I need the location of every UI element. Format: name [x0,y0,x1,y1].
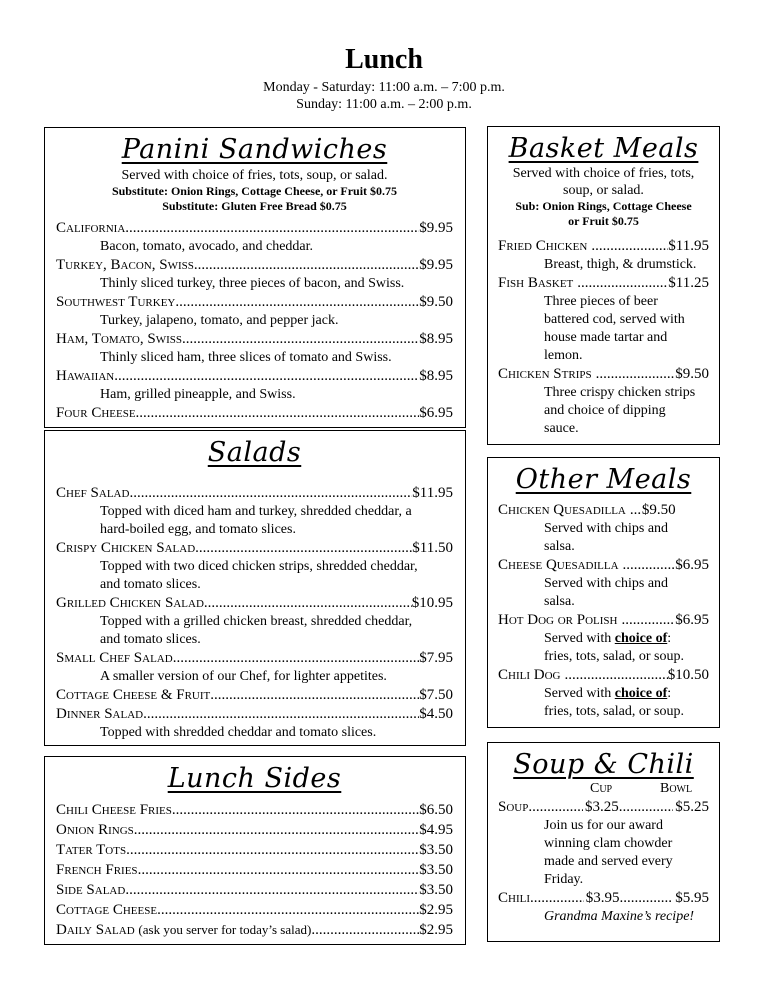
item-name: Side Salad [56,882,126,898]
hours-sunday: Sunday: 11:00 a.m. – 2:00 p.m. [296,97,472,112]
item-name: Fried Chicken [498,238,588,254]
item-price: $8.95 [419,368,453,384]
item-name: Cottage Cheese [56,902,158,918]
item-desc: Thinly sliced turkey, three pieces of bacon, and Swiss. [100,276,405,291]
item-price: $9.95 [419,220,453,236]
item-name: Tater Tots [56,842,127,858]
item-name: Small Chef Salad [56,650,173,666]
item-price: $3.50 [419,882,453,898]
cup-header: Cup [590,781,613,796]
item-name: Chef Salad [56,485,130,501]
item-price: $9.95 [419,257,453,273]
item-price: $7.50 [419,687,453,703]
item-name: French Fries [56,862,138,878]
item-name: Chicken Quesadilla [498,502,626,518]
sides-section [44,756,466,945]
choice-of-text: choice of [614,631,668,646]
soup-section [487,742,720,942]
menu-item [56,840,453,860]
item-price: $3.50 [419,862,453,878]
menu-item [56,800,453,820]
item-desc: hard-boiled egg, and tomato slices. [100,522,296,537]
menu-item [56,539,453,558]
item-price: $2.95 [419,922,453,938]
basket-note: Served with choice of fries, tots, [512,166,695,181]
item-price: $4.95 [419,822,453,838]
item-price: $10.50 [667,667,709,683]
item-price: $11.95 [668,238,709,254]
item-desc: Join us for our award [544,818,663,833]
menu-item [498,501,709,520]
item-price: $11.25 [668,275,709,291]
menu-item [56,820,453,840]
basket-title: Basket Meals [508,133,699,164]
basket-sub: or Fruit $0.75 [568,214,639,228]
item-price: $2.95 [419,902,453,918]
item-price: $10.95 [411,595,453,611]
item-desc: Topped with a grilled chicken breast, shredded cheddar, [100,614,413,629]
item-name: Crispy Chicken Salad [56,540,196,556]
panini-section [44,127,466,428]
item-name: Hawaiian [56,368,115,384]
basket-note: soup, or salad. [563,183,644,198]
item-desc: Turkey, jalapeno, tomato, and pepper jack. [100,313,339,328]
item-desc: made and served every [544,854,673,869]
item-name: Hot Dog or Polish [498,612,618,628]
basket-section [487,126,720,445]
menu-item [498,798,709,817]
hours-weekday: Monday - Saturday: 11:00 a.m. – 7:00 p.m. [263,80,505,95]
panini-sub1: Substitute: Onion Rings, Cottage Cheese, or Fruit $0.75 [111,184,398,198]
item-desc: and choice of dipping [544,403,666,418]
menu-item [498,237,709,256]
item-name: Cheese Quesadilla [498,557,619,573]
item-desc: Served with chips and [544,521,669,536]
item-price: $11.50 [412,540,453,556]
item-desc: Breast, thigh, & drumstick. [544,257,697,272]
other-section [487,457,720,728]
item-price: $6.95 [675,557,709,573]
soup-columns [498,780,709,798]
item-desc: fries, tots, salad, or soup. [544,649,684,664]
item-name: Onion Rings [56,822,134,838]
item-price: $11.95 [412,485,453,501]
bowl-price: $5.25 [675,799,710,815]
item-price: $6.95 [419,405,453,421]
item-name: Ham, Tomato, Swiss [56,331,182,347]
basket-sub: Sub: Onion Rings, Cottage Cheese [515,199,692,213]
item-desc: Served with choice of: [544,631,672,646]
item-name: Cottage Cheese & Fruit [56,687,211,703]
item-desc: and tomato slices. [100,577,201,592]
item-desc: A smaller version of our Chef, for lighter appetites. [100,669,387,684]
item-desc: Friday. [544,872,584,887]
item-desc: winning clam chowder [544,836,673,851]
item-price: $6.95 [675,612,709,628]
menu-item [56,256,453,275]
item-desc: salsa. [544,594,575,609]
item-name: Southwest Turkey [56,294,176,310]
page-title: Lunch [345,44,423,75]
item-name: Soup [498,799,529,815]
menu-item [56,649,453,668]
item-name: Chicken Strips [498,366,592,382]
item-desc: Topped with two diced chicken strips, shredded cheddar, [100,559,418,574]
menu-item [56,404,453,423]
cup-price: $3.95 [585,890,620,906]
item-name: Chili Cheese Fries [56,802,172,818]
item-note: (ask you server for today’s salad) [138,922,312,937]
item-price: $9.50 [419,294,453,310]
item-desc: and tomato slices. [100,632,201,647]
menu-item [56,293,453,312]
panini-sub2: Substitute: Gluten Free Bread $0.75 [162,199,347,213]
item-desc: salsa. [544,539,575,554]
other-title: Other Meals [515,464,692,495]
menu-item [56,705,453,724]
menu-item [56,860,453,880]
item-desc: fries, tots, salad, or soup. [544,704,684,719]
item-name: Four Cheese [56,405,136,421]
soup-title: Soup & Chili [513,749,694,780]
bowl-price: $5.95 [675,890,709,906]
item-price: $8.95 [419,331,453,347]
panini-title: Panini Sandwiches [121,134,388,165]
item-desc: Three pieces of beer [544,294,658,309]
item-desc: house made tartar and [544,330,668,345]
item-name: Chili Dog [498,667,561,683]
menu-item [56,880,453,900]
item-desc: Topped with shredded cheddar and tomato slices. [100,725,377,740]
salads-title: Salads [207,437,302,468]
item-name: Fish Basket [498,275,574,291]
item-price: $3.50 [419,842,453,858]
menu-item [56,484,453,503]
item-price: $9.50 [675,366,709,382]
item-price: $6.50 [419,802,453,818]
item-price: $4.50 [419,706,453,722]
menu-item [56,594,453,613]
item-desc: battered cod, served with [544,312,685,327]
item-name: California [56,220,126,236]
item-name: Grilled Chicken Salad [56,595,204,611]
sides-title: Lunch Sides [167,763,342,794]
menu-item [498,556,709,575]
item-desc: Topped with diced ham and turkey, shredded cheddar, a [100,504,412,519]
item-name: Turkey, Bacon, Swiss [56,257,194,273]
menu-item [56,920,453,940]
item-desc: lemon. [544,348,583,363]
menu-item [498,666,709,685]
menu-item [56,330,453,349]
panini-note: Served with choice of fries, tots, soup, or salad. [121,168,388,183]
item-desc: Thinly sliced ham, three slices of tomato and Swiss. [100,350,392,365]
item-name: Chili [498,890,530,906]
menu-item [498,611,709,630]
item-price: $9.50 [641,502,676,518]
bowl-header: Bowl [660,781,693,796]
menu-item [498,365,709,384]
menu-item [498,274,709,293]
menu-item [56,900,453,920]
item-desc: Ham, grilled pineapple, and Swiss. [100,387,296,402]
item-price: $7.95 [419,650,453,666]
item-desc: Served with chips and [544,576,669,591]
menu-item [498,889,709,908]
item-desc: Three crispy chicken strips [544,385,696,400]
chili-note: Grandma Maxine’s recipe! [544,909,695,924]
item-name: Dinner Salad [56,706,144,722]
salads-section [44,430,466,746]
menu-item [56,686,453,705]
cup-price: $3.25 [584,799,619,815]
item-desc: sauce. [544,421,579,436]
item-desc: Served with choice of: [544,686,672,701]
item-name: Daily Salad [56,922,135,938]
menu-item [56,219,453,238]
item-desc: Bacon, tomato, avocado, and cheddar. [100,239,314,254]
choice-of-text: choice of [614,686,668,701]
menu-item [56,367,453,386]
